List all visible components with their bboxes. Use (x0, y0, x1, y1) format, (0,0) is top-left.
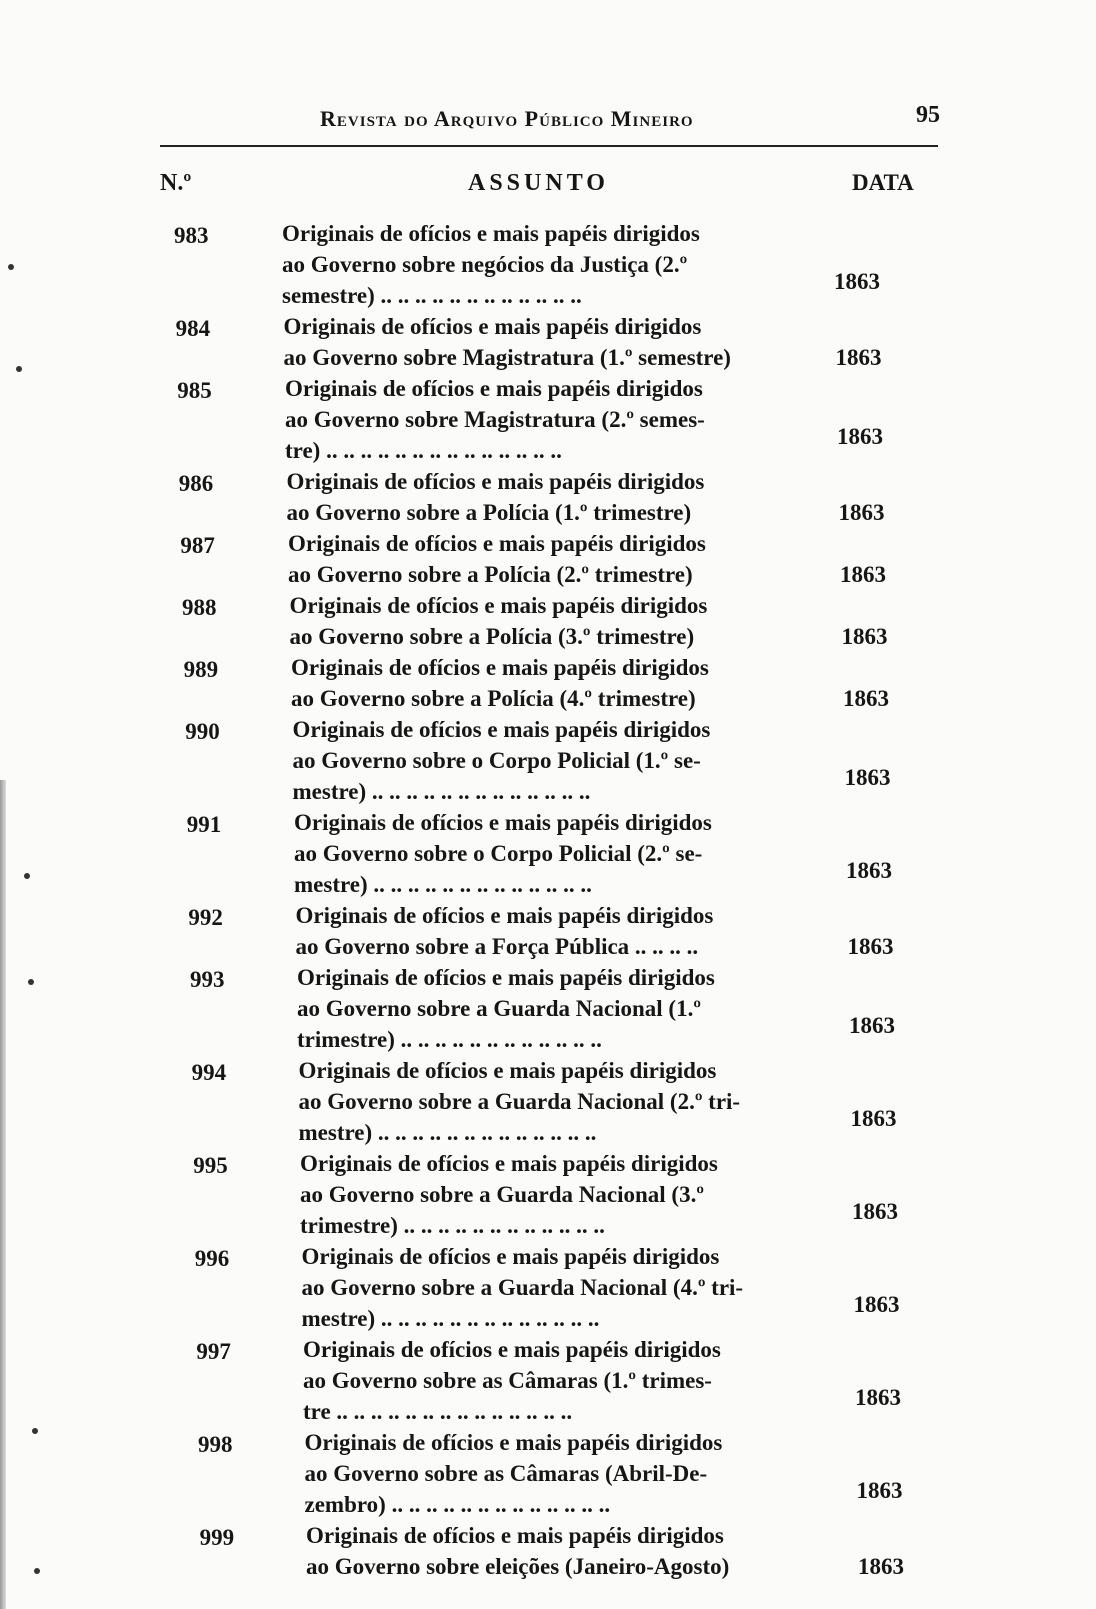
subject-line: ao Governo sobre a Guarda Nacional (1.º (297, 996, 701, 1021)
entry-date: 1863 (847, 934, 894, 959)
entry-subject (300, 1148, 820, 1241)
entry-number: 997 (196, 1339, 231, 1364)
catalog-entry (0, 590, 1096, 652)
subject-line: tre) .. .. .. .. .. .. .. .. .. .. .. .. .. .. (285, 438, 562, 463)
catalog-entry (0, 900, 1096, 962)
catalog-entry (0, 311, 1096, 373)
entry-number: 990 (185, 719, 220, 744)
entry-subject (291, 652, 811, 714)
entry-subject (294, 807, 814, 900)
entry-number: 995 (193, 1153, 228, 1178)
entry-number: 991 (186, 812, 222, 837)
entry-number: 999 (199, 1525, 235, 1550)
subject-line: Originais de ofícios e mais papéis dirigidos (282, 221, 700, 246)
subject-line: ao Governo sobre a Força Pública .. .. .. .. (295, 934, 699, 959)
subject-line: ao Governo sobre as Câmaras (1.º trimes- (303, 1368, 712, 1393)
subject-line: Originais de ofícios e mais papéis dirigidos (301, 1244, 720, 1269)
subject-line: Originais de ofícios e mais papéis dirigidos (285, 376, 703, 401)
entry-number: 988 (182, 595, 217, 620)
catalog-entry (0, 373, 1096, 466)
subject-line: ao Governo sobre negócios da Justiça (2.º (282, 252, 688, 277)
entry-date: 1863 (855, 1385, 901, 1410)
subject-line: Originais de ofícios e mais papéis dirigidos (291, 655, 709, 680)
catalog-entry (0, 714, 1096, 807)
entry-date: 1863 (838, 500, 885, 525)
subject-line: ao Governo sobre o Corpo Policial (2.º se- (294, 841, 703, 866)
entry-number: 993 (190, 967, 225, 992)
entry-number: 998 (198, 1432, 233, 1457)
entry-subject (297, 962, 817, 1055)
subject-line: Originais de ofícios e mais papéis dirigidos (286, 469, 705, 494)
column-header-subject: ASSUNTO (468, 170, 609, 196)
entry-subject (305, 1427, 825, 1520)
subject-line: Originais de ofícios e mais papéis dirigidos (306, 1523, 724, 1548)
entry-number: 984 (175, 316, 211, 341)
entry-number: 987 (180, 533, 215, 558)
entry-date: 1863 (844, 765, 891, 790)
entry-date: 1863 (858, 1554, 904, 1579)
catalog-entry (0, 1334, 1096, 1427)
subject-line: ao Governo sobre eleições (Janeiro-Agosto) (306, 1554, 730, 1579)
catalog-entry (0, 466, 1096, 528)
subject-line: ao Governo sobre a Polícia (1.º trimestre) (286, 500, 692, 525)
entry-subject (285, 373, 805, 466)
entry-subject (284, 311, 804, 373)
running-title: Revista do Arquivo Público Mineiro (320, 106, 694, 131)
column-header-number: N.º (160, 170, 192, 196)
catalog-entry (0, 1055, 1096, 1148)
subject-line: ao Governo sobre Magistratura (1.º semestre) (283, 345, 731, 370)
subject-line: ao Governo sobre a Polícia (3.º trimestre) (289, 624, 695, 649)
subject-line: ao Governo sobre a Guarda Nacional (4.º tri- (301, 1275, 744, 1300)
entry-number: 985 (177, 378, 212, 403)
entry-subject (296, 900, 816, 962)
catalog-entry (0, 1427, 1096, 1520)
catalog-entry (0, 1241, 1096, 1334)
subject-line: ao Governo sobre as Câmaras (Abril-De- (304, 1461, 708, 1486)
page-number: 95 (916, 102, 940, 128)
entry-date: 1863 (834, 269, 880, 294)
entry-date: 1863 (840, 562, 886, 587)
subject-line: Originais de ofícios e mais papéis dirigidos (295, 903, 714, 928)
header-rule (160, 145, 938, 147)
entry-date: 1863 (835, 345, 882, 370)
entry-date: 1863 (853, 1292, 900, 1317)
subject-line: Originais de ofícios e mais papéis dirigidos (304, 1430, 723, 1455)
entry-date: 1863 (849, 1013, 895, 1038)
subject-line: trimestre) .. .. .. .. .. .. .. .. .. .. .. .. (300, 1213, 605, 1238)
subject-line: ao Governo sobre Magistratura (2.º semes- (285, 407, 705, 432)
subject-line: ao Governo sobre a Polícia (4.º trimestre) (291, 686, 696, 711)
entry-subject (302, 1241, 822, 1334)
catalog-entry (0, 652, 1096, 714)
subject-line: zembro) .. .. .. .. .. .. .. .. .. .. .. .. .. (304, 1492, 611, 1517)
subject-line: tre .. .. .. .. .. .. .. .. .. .. .. .. .. .. (303, 1399, 573, 1424)
subject-line: ao Governo sobre a Polícia (2.º trimestre) (288, 562, 693, 587)
subject-line: mestre) .. .. .. .. .. .. .. .. .. .. .. .. .. (294, 872, 592, 897)
entry-subject (303, 1334, 823, 1427)
catalog-entry (0, 1148, 1096, 1241)
entry-date: 1863 (837, 424, 883, 449)
column-header-date: DATA (852, 170, 914, 195)
entry-date: 1863 (846, 858, 892, 883)
catalog-entry (0, 807, 1096, 900)
entry-list (0, 218, 1096, 1582)
catalog-entry (0, 218, 1096, 311)
subject-line: semestre) .. .. .. .. .. .. .. .. .. .. .. .. (282, 283, 582, 308)
entry-subject (288, 528, 808, 590)
entry-date: 1863 (841, 624, 888, 649)
subject-line: ao Governo sobre a Guarda Nacional (2.º tri- (298, 1089, 741, 1114)
subject-line: mestre) .. .. .. .. .. .. .. .. .. .. .. .. .. (298, 1120, 597, 1145)
entry-number: 986 (178, 471, 214, 496)
entry-date: 1863 (856, 1478, 903, 1503)
catalog-entry (0, 528, 1096, 590)
entry-subject (306, 1520, 826, 1582)
entry-subject (299, 1055, 819, 1148)
entry-subject (293, 714, 813, 807)
entry-number: 994 (191, 1060, 227, 1085)
running-head (160, 100, 940, 140)
subject-line: Originais de ofícios e mais papéis dirigidos (298, 1058, 717, 1083)
subject-line: Originais de ofícios e mais papéis dirigidos (292, 717, 711, 742)
subject-line: Originais de ofícios e mais papéis dirigidos (294, 810, 712, 835)
entry-number: 983 (174, 223, 209, 248)
catalog-entry (0, 962, 1096, 1055)
subject-line: Originais de ofícios e mais papéis dirigidos (300, 1151, 718, 1176)
subject-line: Originais de ofícios e mais papéis dirigidos (288, 531, 706, 556)
entry-number: 989 (183, 657, 219, 682)
subject-line: ao Governo sobre o Corpo Policial (1.º se- (292, 748, 701, 773)
subject-line: ao Governo sobre a Guarda Nacional (3.º (300, 1182, 704, 1207)
entry-subject (287, 466, 807, 528)
entry-subject (282, 218, 802, 311)
subject-line: Originais de ofícios e mais papéis dirigidos (297, 965, 715, 990)
entry-subject (290, 590, 810, 652)
entry-number: 996 (194, 1246, 230, 1271)
subject-line: Originais de ofícios e mais papéis dirigidos (289, 593, 708, 618)
subject-line: Originais de ofícios e mais papéis dirigidos (303, 1337, 721, 1362)
subject-line: mestre) .. .. .. .. .. .. .. .. .. .. .. .. .. (292, 779, 591, 804)
entry-date: 1863 (850, 1106, 897, 1131)
subject-line: mestre) .. .. .. .. .. .. .. .. .. .. .. .. .. (301, 1306, 600, 1331)
subject-line: trimestre) .. .. .. .. .. .. .. .. .. .. .. .. (297, 1027, 602, 1052)
entry-date: 1863 (852, 1199, 898, 1224)
entry-date: 1863 (843, 686, 889, 711)
subject-line: Originais de ofícios e mais papéis dirigidos (283, 314, 702, 339)
entry-number: 992 (188, 905, 223, 930)
catalog-entry (0, 1520, 1096, 1582)
